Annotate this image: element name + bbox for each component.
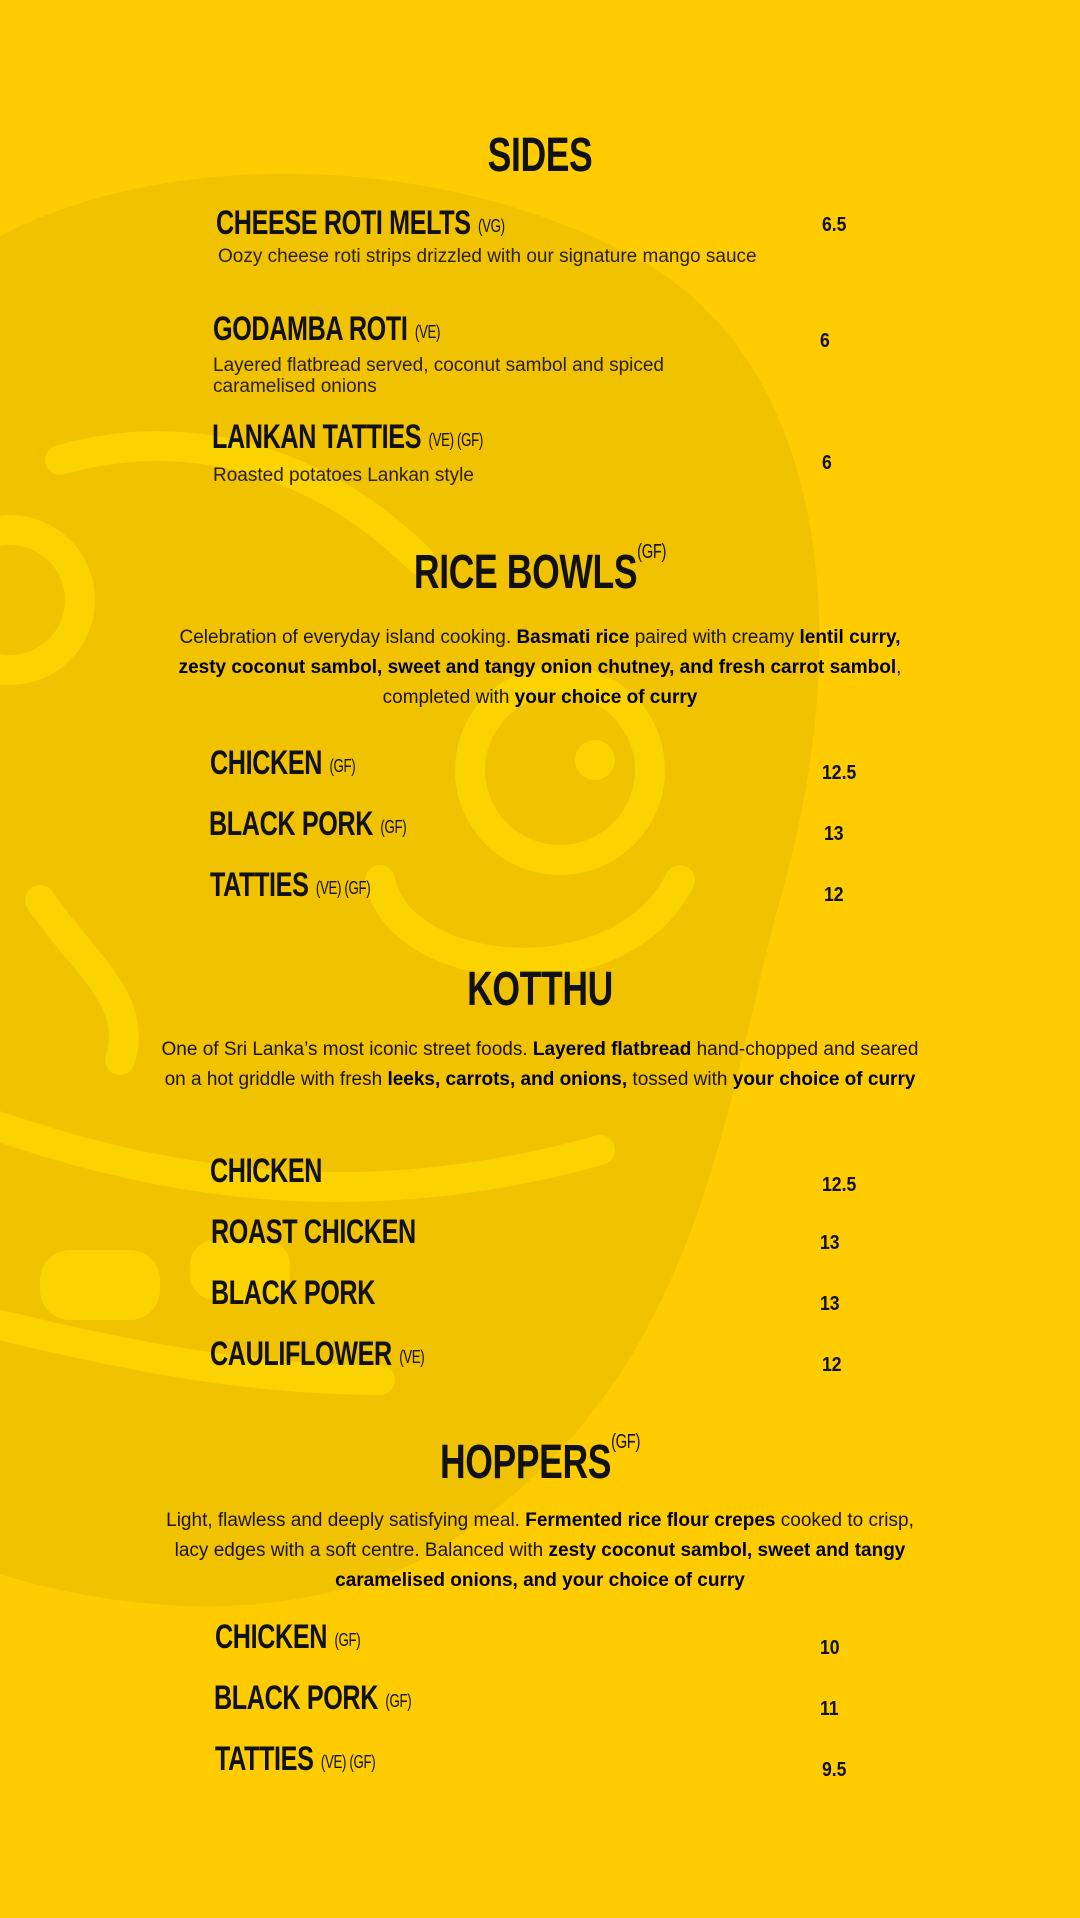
menu-item-price: 6 bbox=[822, 452, 832, 474]
section-title-sides: SIDES bbox=[487, 129, 593, 182]
menu-item-name: TATTIES (VE) (GF) bbox=[210, 866, 371, 904]
menu-item-price: 13 bbox=[820, 1293, 840, 1315]
menu-item-price: 13 bbox=[824, 823, 844, 845]
intro-text: , completed with bbox=[382, 657, 902, 708]
dietary-tag: (GF) bbox=[380, 817, 407, 837]
dietary-tag: (VE) (GF) bbox=[315, 878, 371, 898]
menu-item-price: 11 bbox=[820, 1698, 839, 1720]
menu-item-price: 12 bbox=[824, 884, 844, 906]
intro-text: tossed with bbox=[627, 1069, 733, 1090]
menu-item-price: 12.5 bbox=[822, 762, 857, 784]
menu-item-name: BLACK PORK bbox=[211, 1274, 376, 1312]
intro-emphasis: leeks, carrots, and onions, bbox=[387, 1069, 628, 1090]
menu-item-price: 13 bbox=[820, 1232, 840, 1254]
menu-item-name: ROAST CHICKEN bbox=[211, 1213, 416, 1251]
menu-item-name: LANKAN TATTIES (VE) (GF) bbox=[212, 418, 483, 456]
dietary-tag: (VE) bbox=[414, 322, 441, 342]
intro-text: Light, flawless and deeply satisfying meal. bbox=[166, 1510, 526, 1531]
menu-item-name: CHICKEN (GF) bbox=[215, 1618, 361, 1656]
menu-item-description: Oozy cheese roti strips drizzled with our signature mango sauce bbox=[218, 246, 757, 267]
intro-text: hand-chopped and seared on a hot griddle with fresh bbox=[164, 1039, 919, 1090]
menu-item-name: CAULIFLOWER (VE) bbox=[210, 1335, 425, 1373]
intro-text: cooked to crisp, lacy edges with a soft centre. Balanced with bbox=[174, 1510, 914, 1561]
menu-item-name: GODAMBA ROTI (VE) bbox=[213, 310, 441, 348]
dietary-tag: (VG) bbox=[478, 216, 505, 236]
dietary-tag: (GF) bbox=[637, 541, 667, 563]
dietary-tag: (GF) bbox=[329, 756, 356, 776]
section-title-hoppers: $HOPPERS^{(GF)}$ bbox=[439, 1431, 641, 1489]
intro-emphasis: Basmati rice bbox=[516, 627, 630, 648]
menu-item-price: 12.5 bbox=[822, 1174, 857, 1196]
menu-item-name: CHICKEN bbox=[210, 1152, 323, 1190]
menu-item-price: 9.5 bbox=[822, 1759, 847, 1781]
intro-emphasis: Layered flatbread bbox=[532, 1039, 692, 1060]
dietary-tag: (VE) (GF) bbox=[428, 430, 483, 450]
menu-item-price: 10 bbox=[820, 1637, 840, 1659]
menu-item-description: Layered flatbread served, coconut sambol and spiced caramelised onions bbox=[213, 355, 664, 397]
section-intro-hoppers bbox=[160, 1506, 920, 1596]
menu-item-description: Roasted potatoes Lankan style bbox=[213, 465, 474, 486]
menu-item-name: CHICKEN (GF) bbox=[210, 744, 356, 782]
section-title-rice-bowls: RICE $BOWLS^{(GF)}$ bbox=[413, 541, 667, 599]
menu-item-name: BLACK PORK (GF) bbox=[209, 805, 407, 843]
intro-text: Celebration of everyday island cooking. bbox=[179, 627, 517, 648]
dietary-tag: (VE) bbox=[399, 1347, 425, 1367]
intro-emphasis: zesty coconut sambol, sweet and tangy caramelised onions, and your choice of curry bbox=[335, 1540, 906, 1591]
section-intro-rice-bowls bbox=[160, 623, 920, 713]
intro-emphasis: lentil curry, zesty coconut sambol, sweet and tangy onion chutney, and fresh carrot sambol bbox=[178, 627, 901, 678]
intro-emphasis: your choice of curry bbox=[514, 687, 698, 708]
dietary-tag: (GF) bbox=[334, 1630, 361, 1650]
section-intro-kotthu bbox=[160, 1035, 920, 1095]
intro-text: One of Sri Lanka’s most iconic street foods. bbox=[161, 1039, 533, 1060]
intro-text: paired with creamy bbox=[629, 627, 800, 648]
intro-emphasis: Fermented rice flour crepes bbox=[525, 1510, 776, 1531]
section-title-kotthu: KOTTHU bbox=[467, 963, 613, 1016]
menu-item-name: TATTIES (VE) (GF) bbox=[215, 1740, 376, 1778]
dietary-tag: (VE) (GF) bbox=[320, 1752, 376, 1772]
dietary-tag: (GF) bbox=[385, 1691, 412, 1711]
menu-item-name: CHEESE ROTI MELTS (VG) bbox=[216, 204, 505, 242]
menu-item-price: 12 bbox=[822, 1354, 842, 1376]
menu-item-price: 6.5 bbox=[822, 214, 847, 236]
intro-emphasis: your choice of curry bbox=[732, 1069, 916, 1090]
menu-item-name: BLACK PORK (GF) bbox=[214, 1679, 412, 1717]
menu-item-price: 6 bbox=[820, 330, 830, 352]
dietary-tag: (GF) bbox=[611, 1431, 641, 1453]
